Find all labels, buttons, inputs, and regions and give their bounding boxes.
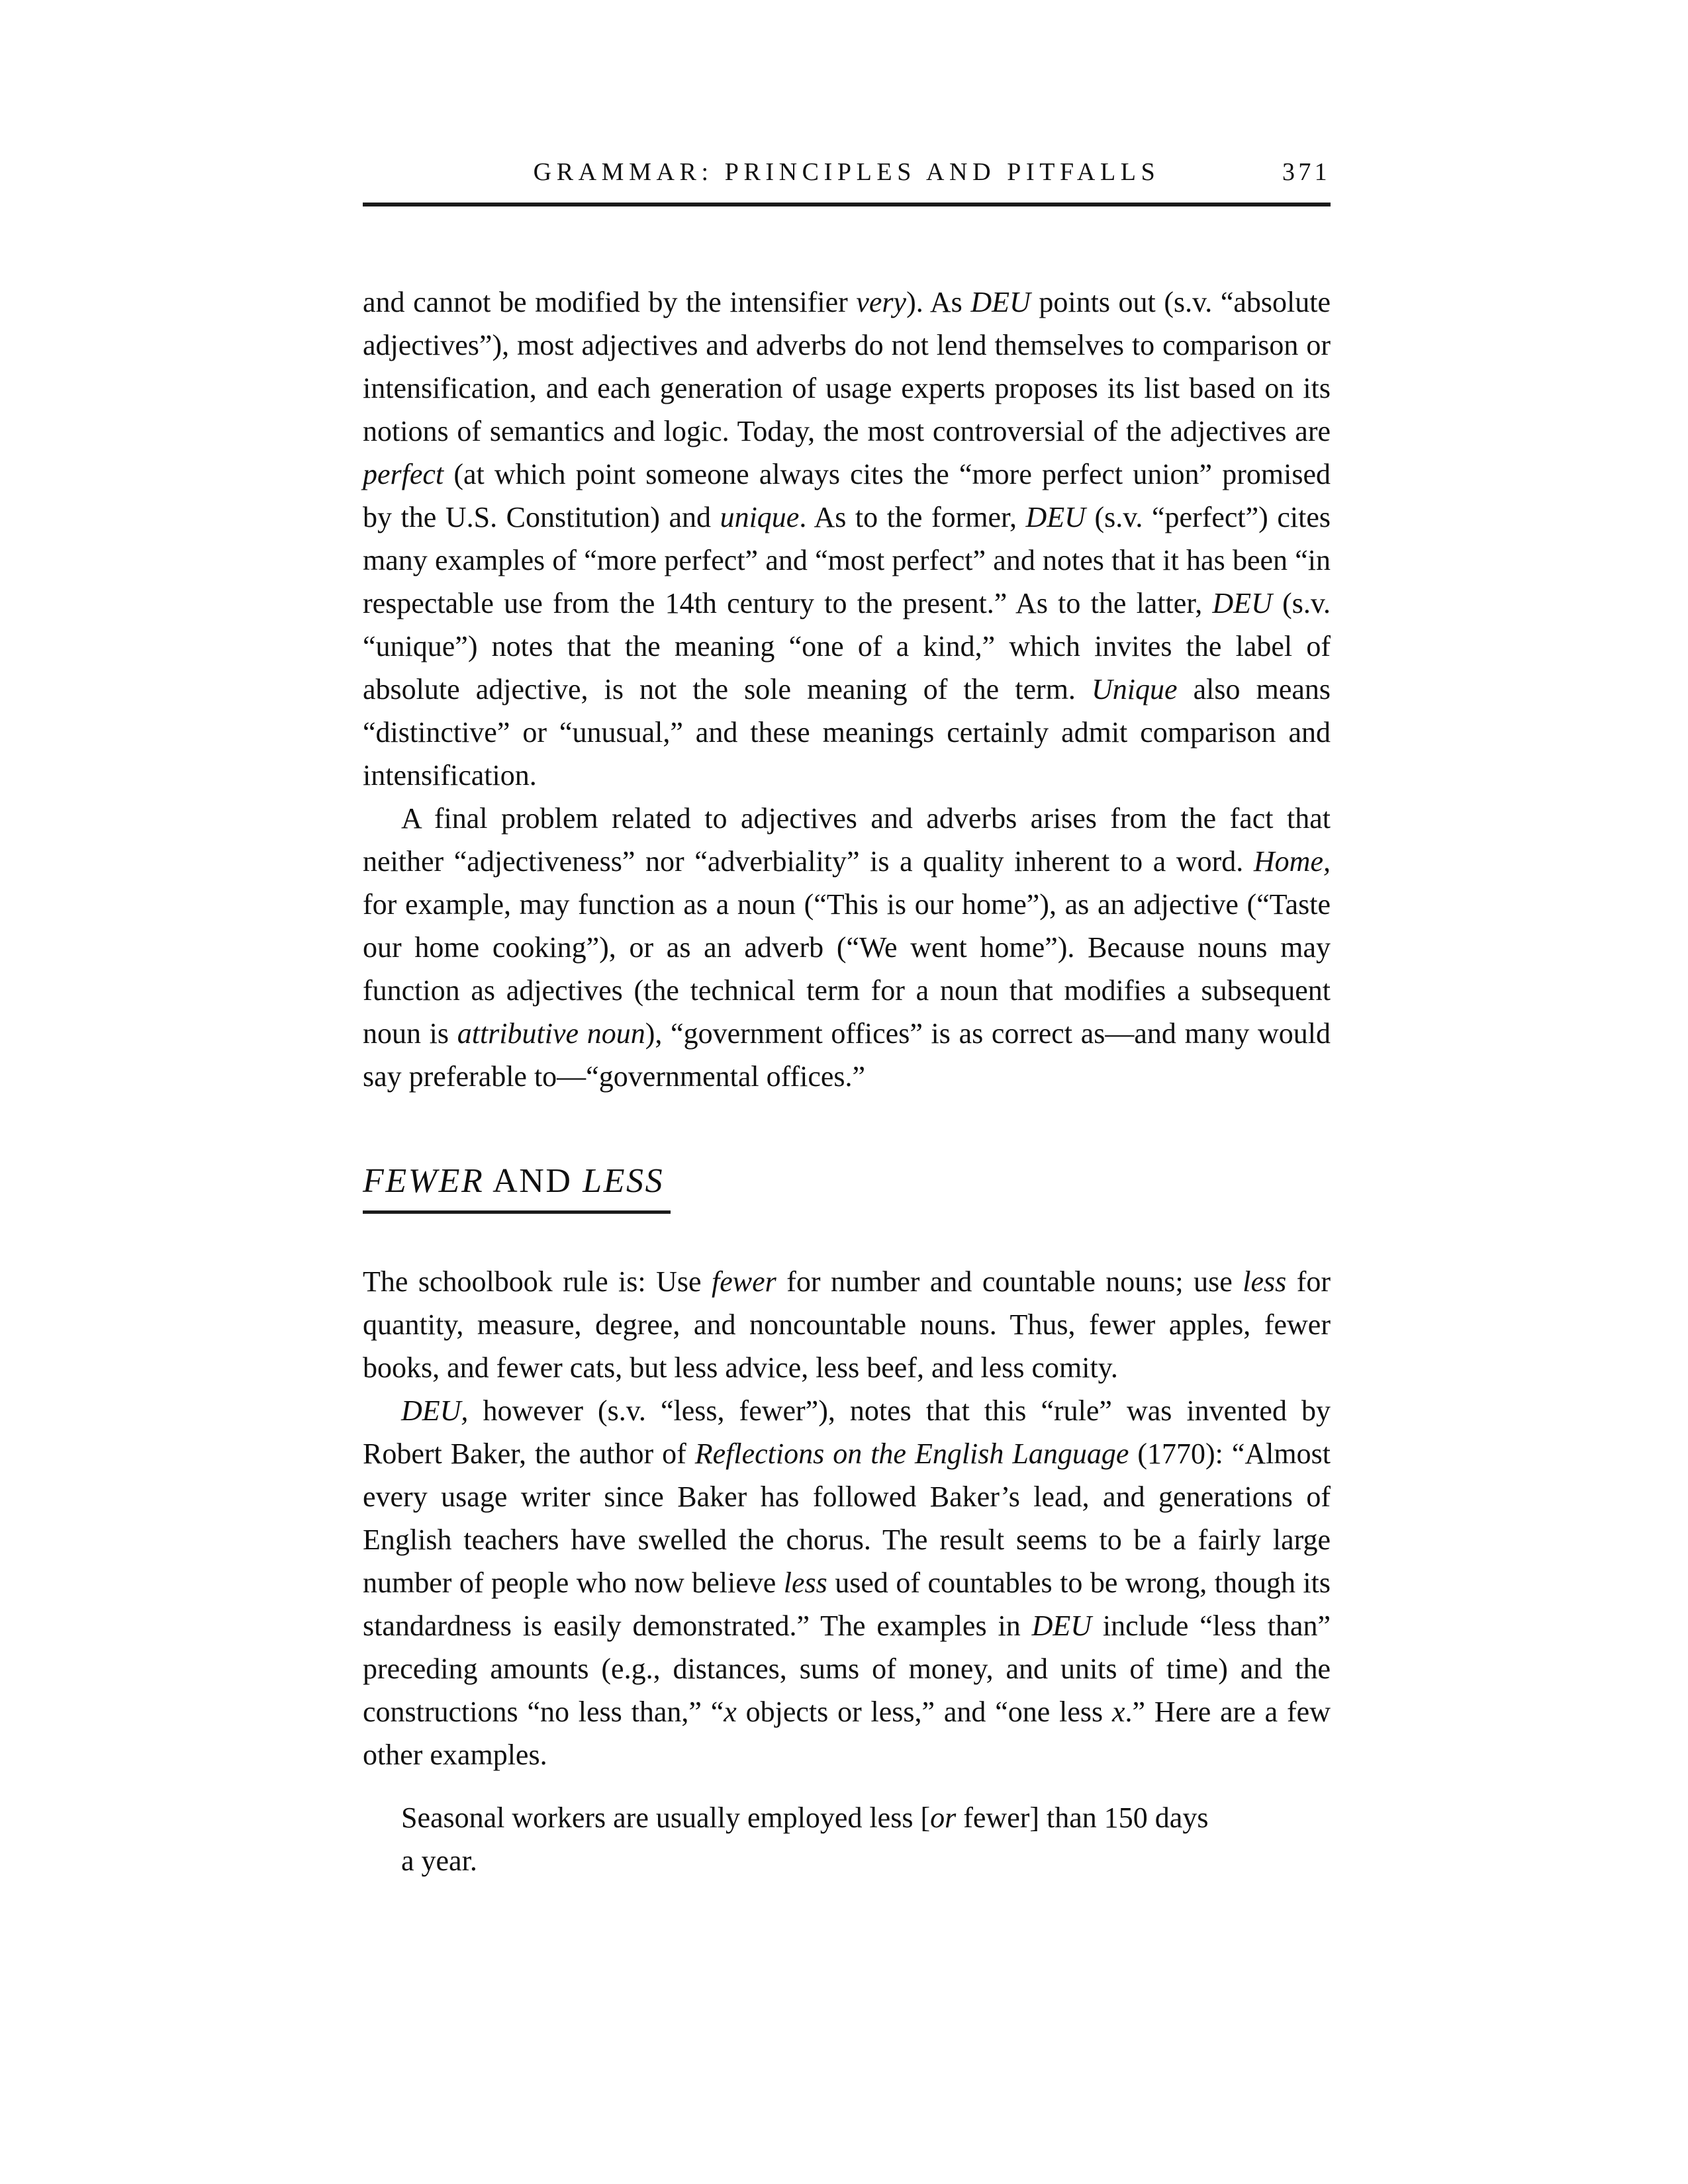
header-rule xyxy=(363,203,1331,206)
example-quote xyxy=(401,1796,1331,1882)
body-text-column xyxy=(363,281,1331,1882)
quote-line-2: a year. xyxy=(401,1844,477,1877)
quote-line-1: Seasonal workers are usually employed less [or fewer] than 150 days xyxy=(401,1801,1209,1834)
section-heading-text: FEWER AND LESS xyxy=(363,1163,671,1214)
body-paragraph-2: A final problem related to adjectives and adverbs arises from the fact that neither “adjectiveness” nor “adverbiality” is a quality inherent to a word. Home, for example, may function as a noun (“This is our home”), as an adjective (“Taste our home cooking”), or as an adverb (“We went home”). Because nouns may function as adjectives (the technical term for a noun that modifies a subsequent noun is attributive noun), “government offices” is as correct as—and many would say preferable to—“governmental offices.” xyxy=(363,802,1331,1093)
page-header xyxy=(363,158,1331,189)
section-paragraph-1: The schoolbook rule is: Use fewer for number and countable nouns; use less for quantity, measure, degree, and noncountable nouns. Thus, fewer apples, fewer books, and fewer cats, but less advice, less beef, and less comity. xyxy=(363,1265,1331,1384)
section-heading xyxy=(363,1163,1331,1214)
section-paragraph-2: DEU, however (s.v. “less, fewer”), notes that this “rule” was invented by Robert Baker, the author of Reflections on the English Language (1770): “Almost every usage writer since Baker has followed Baker’s lead, and generations of English teachers have swelled the chorus. The result seems to be a fairly large number of people who now believe less used of countables to be wrong, though its standardness is easily demonstrated.” The examples in DEU include “less than” preceding amounts (e.g., distances, sums of money, and units of time) and the constructions “no less than,” “x objects or less,” and “one less x.” Here are a few other examples. xyxy=(363,1394,1331,1771)
running-head: GRAMMAR: PRINCIPLES AND PITFALLS xyxy=(533,158,1160,186)
body-paragraph-1: and cannot be modified by the intensifier very). As DEU points out (s.v. “absolute adjectives”), most adjectives and adverbs do not lend themselves to comparison or intensification, and each generation of usage experts proposes its list based on its notions of semantics and logic. Today, the most controversial of the adjectives are perfect (at which point someone always cites the “more perfect union” promised by the U.S. Constitution) and unique. As to the former, DEU (s.v. “perfect”) cites many examples of “more perfect” and “most perfect” and notes that it has been “in respectable use from the 14th century to the present.” As to the latter, DEU (s.v. “unique”) notes that the meaning “one of a kind,” which invites the label of absolute adjective, is not the sole meaning of the term. Unique also means “distinctive” or “unusual,” and these meanings certainly admit comparison and intensification. xyxy=(363,286,1331,792)
page-number: 371 xyxy=(1282,158,1331,186)
